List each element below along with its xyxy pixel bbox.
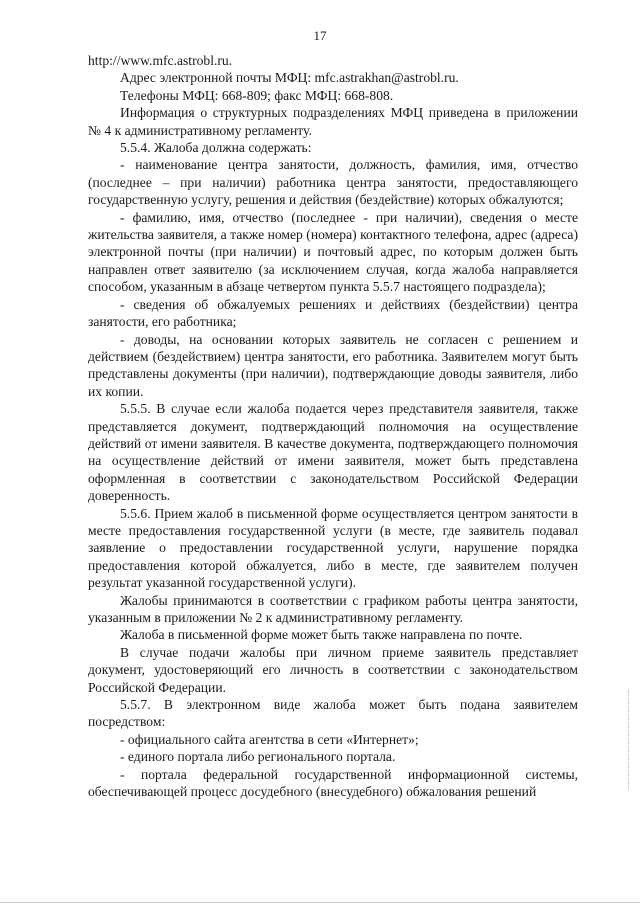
page-bottom-edge [0,902,640,903]
list-item-center-name: - наименование центра занятости, должность, фамилия, имя, отчество (последнее – при наличии) работника центра занятости, предоставляющего государственную услугу, решения и действия (бездействие) которых обжалуются; [88,157,578,208]
paragraph-mail: Жалоба в письменной форме может быть также направлена по почте. [120,627,523,643]
paragraph-5-5-7: 5.5.7. В электронном виде жалоба может быть подана заявителем посредством: [88,697,578,730]
paragraph-5-5-6: 5.5.6. Прием жалоб в письменной форме осуществляется центром занятости в месте предоставления государственной услуги (в месте, где заявитель подавал заявление о предоставлении государственной услуги, нарушение порядка предоставления которой обжалуется, либо в месте, где заявителем получен результат указанной государственной услуги). [88,505,578,591]
list-item-arguments: - доводы, на основании которых заявитель не согласен с решением и действием (бездействием) центра занятости, его работника. Заявителем могут быть представлены документы (при наличии), подтверждающие доводы заявителя, либо их копии. [88,331,578,399]
paragraph-mfc-structure-info: Информация о структурных подразделениях МФЦ приведена в приложении № 4 к административному регламенту. [88,105,578,138]
list-item-official-site: - официального сайта агентства в сети «Интернет»; [120,731,419,747]
paragraph-mfc-phones: Телефоны МФЦ: 668-809; факс МФЦ: 668-808. [120,87,394,103]
paragraph-schedule: Жалобы принимаются в соответствии с графиком работы центра занятости, указанным в приложении № 2 к административному регламенту. [88,592,578,625]
scan-margin-mark [628,690,630,790]
list-item-appealed-decisions: - сведения об обжалуемых решениях и действиях (бездействии) центра занятости, его работника; [88,296,578,330]
paragraph-mfc-email: Адрес электронной почты МФЦ: mfc.astrakhan@astrobl.ru. [120,70,459,86]
paragraph-mfc-website[interactable]: http://www.mfc.astrobl.ru. [88,53,233,68]
page-number: 17 [313,28,327,43]
list-item-portal: - единого портала либо регионального портала. [120,749,396,765]
paragraph-5-5-4-heading: 5.5.4. Жалоба должна содержать: [120,140,312,156]
paragraph-personal-reception: В случае подачи жалобы при личном приеме заявитель представляет документ, удостоверяющий его личность в соответствии с законодательством Российской Федерации. [88,644,578,695]
paragraph-5-5-5: 5.5.5. В случае если жалоба подается через представителя заявителя, также представляется документ, подтверждающий полномочия на осуществление действий от имени заявителя. В качестве документа, подтверждающего полномочия на осуществление действий от имени заявителя, может быть представлена оформленная в соответствии с законодательством Российской Федерации доверенность. [88,401,578,504]
list-item-applicant-info: - фамилию, имя, отчество (последнее - при наличии), сведения о месте жительства заявителя, а также номер (номера) контактного телефона, адрес (адреса) электронной почты (при наличии) и почтовый адрес, по которым должен быть направлен ответ заявителю (за исключением случая, когда жалоба направляется способом, указанным в абзаце четвертом пункта 5.5.7 настоящего подраздела); [88,209,578,295]
list-item-federal-portal: - портала федеральной государственной информационной системы, обеспечивающей процесс досудебного (внесудебного) обжалования решений [88,766,578,800]
document-body [88,52,578,800]
